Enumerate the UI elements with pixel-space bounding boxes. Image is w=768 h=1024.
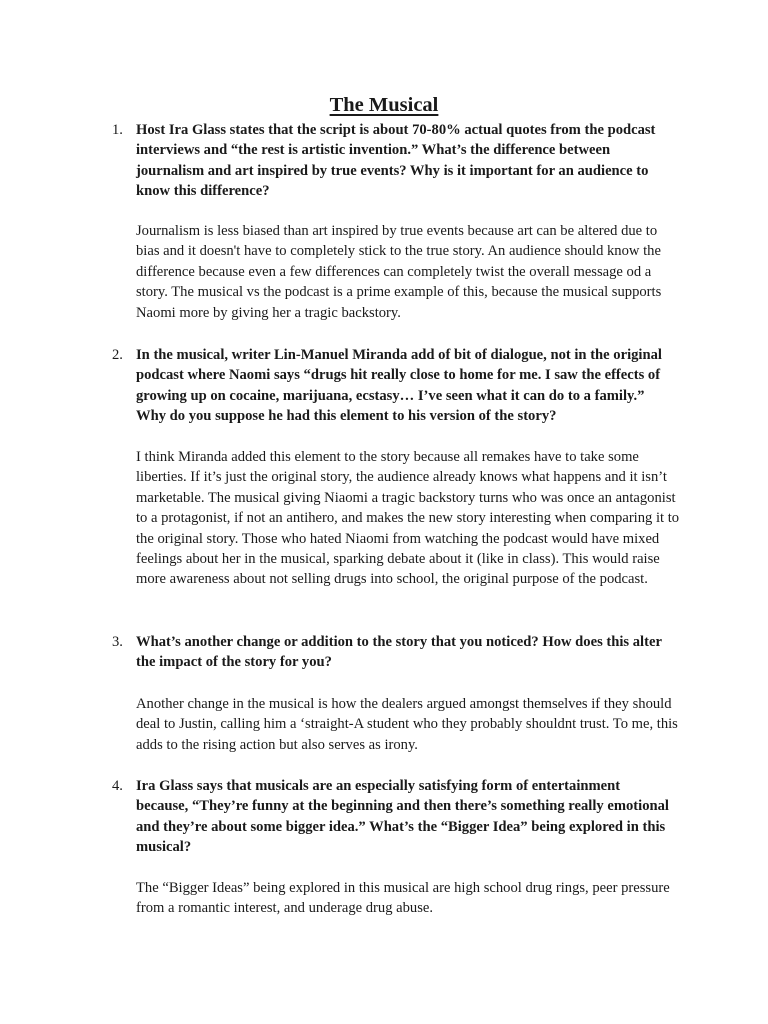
answer-text: Another change in the musical is how the dealers argued amongst themselves if they should deal to Justin, calling him a ‘straight-A student who they probably shouldnt trust. To me, this adds to the rising action but also serves as irony. — [136, 696, 678, 753]
item-number: 2. — [112, 347, 123, 363]
answer-text: Journalism is less biased than art inspired by true events because art can be altered due to bias and it doesn't have to completely stick to the true story. An audience should know the difference because even a few differences can completely twist the overall message od a story. The musical vs the podcast is a prime example of this, because the musical supports Naomi more by giving her a tragic backstory. — [136, 223, 662, 321]
page-title: The Musical — [329, 94, 439, 116]
question-text: Ira Glass says that musicals are an especially satisfying form of entertainment because, “They’re funny at the beginning and then there’s something really emotional and they’re about some bigger idea.” What’s the “Bigger Idea” being explored in this musical? — [136, 778, 669, 856]
item-number: 4. — [112, 778, 123, 794]
answer-text: I think Miranda added this element to the story because all remakes have to take some liberties. If it’s just the original story, the audience already knows what happens and it isn’t marketable. The musical giving Niaomi a tragic backstory turns who was once an antagonist to a protagonist, if not an antihero, and makes the new story interesting when comparing it to the original story. Those who hated Niaomi from watching the podcast would have mixed feelings about her in the musical, sparking debate about it (like in class). This would raise more awareness about not selling drugs into school, the original purpose of the podcast. — [136, 449, 680, 588]
item-number: 1. — [112, 122, 123, 138]
item-number: 3. — [112, 634, 123, 650]
answer-text: The “Bigger Ideas” being explored in this musical are high school drug rings, peer pressure from a romantic interest, and underage drug abuse. — [136, 880, 670, 917]
question-text: What’s another change or addition to the story that you noticed? How does this alter the impact of the story for you? — [136, 634, 662, 671]
question-text: Host Ira Glass states that the script is about 70-80% actual quotes from the podcast interviews and “the rest is artistic invention.” What’s the difference between journalism and art inspired by true events? Why is it important for an audience to know this difference? — [136, 122, 656, 200]
question-text: In the musical, writer Lin-Manuel Miranda add of bit of dialogue, not in the original podcast where Naomi says “drugs hit really close to home for me. I saw the effects of growing up on cocaine, marijuana, ecstasy… I’ve seen what it can do to a family.” Why do you suppose he had this element to his version of the story? — [136, 347, 662, 425]
